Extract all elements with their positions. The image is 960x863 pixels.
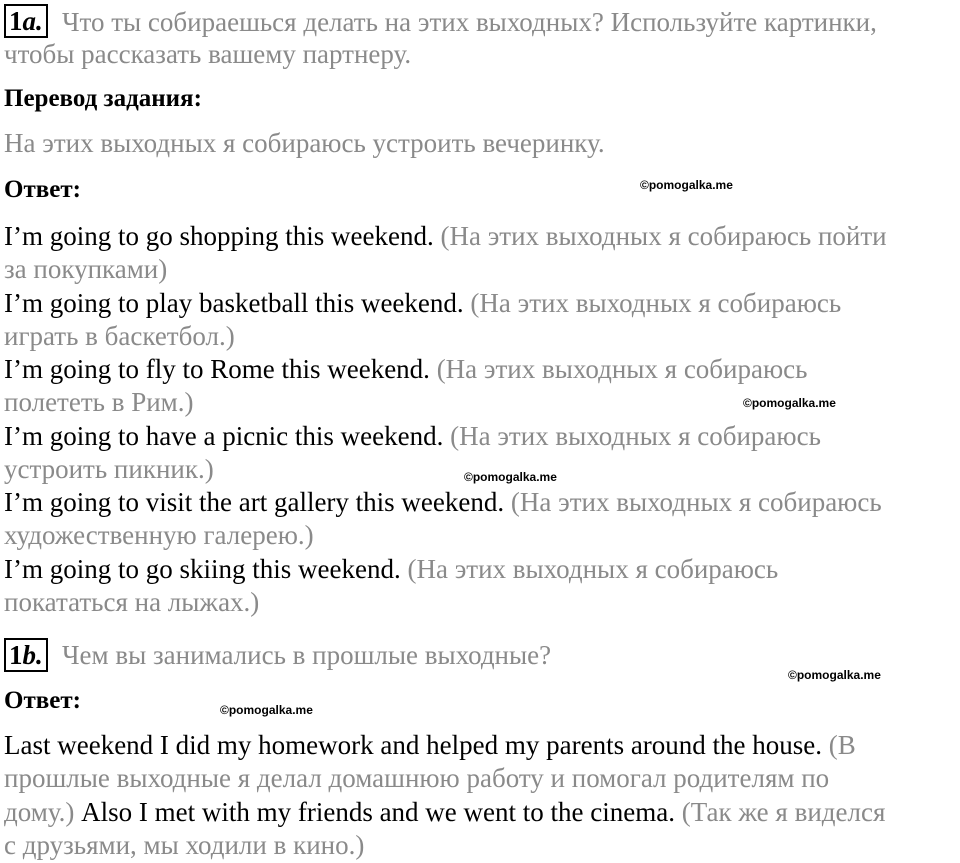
answer-en: I’m going to fly to Rome this weekend. — [4, 354, 430, 384]
answer-en: I’m going to visit the art gallery this weekend. — [4, 487, 505, 517]
translation-text: На этих выходных я собираюсь устроить вечеринку. — [4, 128, 605, 158]
answer-ru: (На этих выходных я собираюсь — [429, 354, 808, 384]
answer-1b-line1 — [4, 729, 856, 762]
task-1b-label — [4, 638, 48, 672]
answer-line — [4, 486, 882, 519]
answer-ru: (На этих выходных я собираюсь — [443, 421, 821, 451]
answer-line — [4, 553, 778, 586]
answer-line — [4, 220, 887, 253]
watermark: ©pomogalka.me — [640, 178, 733, 192]
answer-ru: (В — [822, 730, 856, 760]
task-number: 1 — [9, 640, 23, 670]
watermark: ©pomogalka.me — [464, 470, 557, 484]
answer-ru: полететь в Рим.) — [4, 387, 194, 417]
translation-heading: Перевод задания: — [4, 85, 202, 112]
task-number: 1 — [9, 6, 23, 36]
answer-heading-1b: Ответ: — [4, 687, 81, 714]
answer-ru: играть в баскетбол.) — [4, 321, 235, 351]
answer-ru: (Так же я виделся — [674, 797, 886, 827]
answer-line — [4, 519, 314, 552]
answer-1b-line4 — [4, 829, 364, 862]
answer-ru: дому.) — [4, 797, 75, 827]
task-letter: b. — [22, 640, 43, 670]
answer-en: Last weekend I did my homework and helped my parents around the house. — [4, 730, 823, 760]
answer-line — [4, 320, 235, 353]
answer-line — [4, 453, 214, 486]
answer-1b-line2 — [4, 762, 829, 795]
answer-line — [4, 287, 841, 320]
answer-ru: (На этих выходных я собираюсь — [504, 487, 882, 517]
answer-ru: (На этих выходных я собираюсь — [400, 554, 779, 584]
answer-en: I’m going to go shopping this weekend. — [4, 221, 434, 251]
answer-ru: устроить пикник.) — [4, 454, 214, 484]
answer-line — [4, 353, 807, 386]
answer-line — [4, 386, 194, 419]
task-1a-text-line2: чтобы рассказать вашему партнеру. — [4, 39, 412, 69]
answer-heading-1a: Ответ: — [4, 176, 81, 203]
answer-ru: (На этих выходных я собираюсь — [463, 288, 842, 318]
answer-ru: художественную галерею.) — [4, 520, 314, 550]
answer-ru: за покупками) — [4, 254, 168, 284]
answer-en: Also I met with my friends and we went to the cinema. — [74, 797, 675, 827]
task-letter: a. — [22, 6, 43, 36]
answer-ru: (На этих выходных я собираюсь пойти — [433, 221, 887, 251]
watermark: ©pomogalka.me — [743, 396, 836, 410]
watermark: ©pomogalka.me — [220, 703, 313, 717]
answer-line — [4, 586, 259, 619]
task-1a-label — [4, 4, 48, 38]
answer-line — [4, 420, 821, 453]
task-1b-text: Чем вы занимались в прошлые выходные? — [62, 640, 552, 670]
answer-ru: покататься на лыжах.) — [4, 587, 260, 617]
answer-ru: с друзьями, мы ходили в кино.) — [4, 830, 365, 860]
answer-en: I’m going to play basketball this weekend. — [4, 288, 464, 318]
task-1a-text-line1: Что ты собираешься делать на этих выходных? Используйте картинки, — [62, 7, 877, 37]
answer-1b-line3 — [4, 796, 885, 829]
answer-en: I’m going to go skiing this weekend. — [4, 554, 401, 584]
answer-line — [4, 253, 167, 286]
answer-en: I’m going to have a picnic this weekend. — [4, 421, 444, 451]
answer-ru: прошлые выходные я делал домашнюю работу и помогал родителям по — [4, 763, 830, 793]
watermark: ©pomogalka.me — [788, 668, 881, 682]
